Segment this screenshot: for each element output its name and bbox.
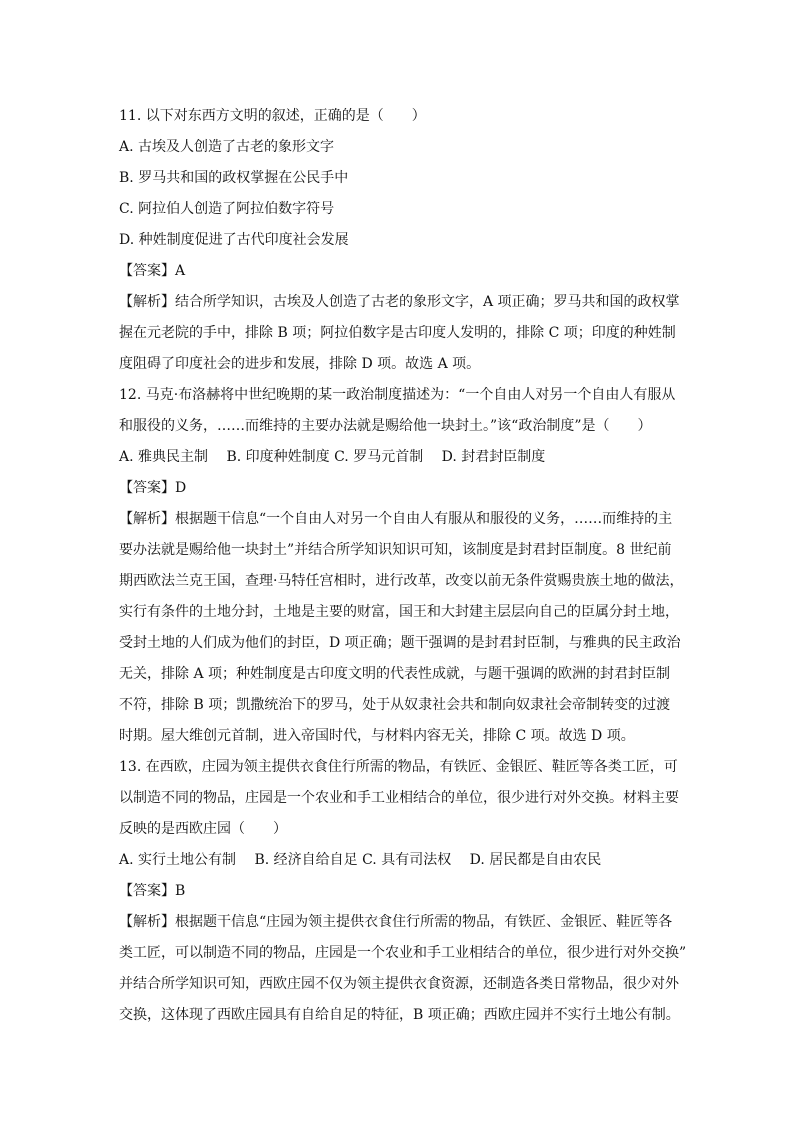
q13-stem-line-3: 反映的是西欧庄园（ ） — [119, 821, 287, 837]
q12-analysis-line-2: 要办法就是赐给他一块封土”并结合所学知识知识可知，该制度是封君封臣制度。8 世纪前 — [119, 542, 672, 558]
q11-stem: 11. 以下对东西方文明的叙述，正确的是（ ） — [119, 108, 426, 124]
q11-analysis-line-3: 度阻碍了印度社会的进步和发展，排除 D 项。故选 A 项。 — [119, 356, 481, 372]
q12-stem-line-1: 12. 马克·布洛赫将中世纪晚期的某一政治制度描述为：“一个自由人对另一个自由人有服从 — [119, 387, 676, 403]
q13-stem-line-2: 以制造不同的物品，庄园是一个农业和手工业相结合的单位，很少进行对外交换。材料主要 — [119, 790, 679, 806]
q13-analysis-line-4: 交换，这体现了西欧庄园具有自给自足的特征，B 项正确；西欧庄园并不实行土地公有制。 — [119, 1007, 680, 1023]
q12-analysis-line-7: 不符，排除 B 项；凯撒统治下的罗马，处于从奴隶社会共和制向奴隶社会帝制转变的过渡 — [119, 697, 671, 713]
q13-analysis-line-2: 类工匠，可以制造不同的物品，庄园是一个农业和手工业相结合的单位，很少进行对外交换” — [119, 945, 687, 961]
q13-analysis-line-1: 【解析】根据题干信息“庄园为领主提供衣食住行所需的物品，有铁匠、金银匠、鞋匠等各 — [119, 914, 673, 930]
q12-stem-line-2: 和服役的义务，……而维持的主要办法就是赐给他一块封土。”该“政治制度”是（ ） — [119, 418, 652, 434]
q11-option-d: D. 种姓制度促进了古代印度社会发展 — [119, 232, 349, 248]
q13-options: A. 实行土地公有制 B. 经济自给自足 C. 具有司法权 D. 居民都是自由农民 — [119, 852, 602, 868]
q13-answer: 【答案】B — [119, 883, 186, 899]
q11-option-b: B. 罗马共和国的政权掌握在公民手中 — [119, 170, 349, 186]
q12-answer: 【答案】D — [119, 480, 187, 496]
document-page — [119, 101, 687, 1031]
q13-stem-line-1: 13. 在西欧，庄园为领主提供衣食住行所需的物品，有铁匠、金银匠、鞋匠等各类工匠，可 — [119, 759, 678, 775]
q12-analysis-line-8: 时期。屋大维创元首制，进入帝国时代，与材料内容无关，排除 C 项。故选 D 项。 — [119, 728, 635, 744]
q11-option-c: C. 阿拉伯人创造了阿拉伯数字符号 — [119, 201, 335, 217]
q11-analysis-line-1: 【解析】结合所学知识，古埃及人创造了古老的象形文字，A 项正确；罗马共和国的政权掌 — [119, 294, 680, 310]
q11-answer: 【答案】A — [119, 263, 186, 279]
q13-analysis-line-3: 并结合所学知识可知，西欧庄园不仅为领主提供衣食资源，还制造各类日常物品，很少对外 — [119, 976, 679, 992]
q12-options: A. 雅典民主制 B. 印度种姓制度 C. 罗马元首制 D. 封君封臣制度 — [119, 449, 546, 465]
q11-option-a: A. 古埃及人创造了古老的象形文字 — [119, 139, 335, 155]
q11-analysis-line-2: 握在元老院的手中，排除 B 项；阿拉伯数字是古印度人发明的，排除 C 项；印度的种姓制 — [119, 325, 676, 341]
q12-analysis-line-3: 期西欧法兰克王国，查理·马特任宫相时，进行改革，改变以前无条件赏赐贵族土地的做法， — [119, 573, 684, 589]
q12-analysis-line-6: 无关，排除 A 项；种姓制度是古印度文明的代表性成就，与题干强调的欧洲的封君封臣制 — [119, 666, 671, 682]
q12-analysis-line-5: 受封土地的人们成为他们的封臣，D 项正确；题干强调的是封君封臣制，与雅典的民主政治 — [119, 635, 681, 651]
q12-analysis-line-4: 实行有条件的土地分封，土地是主要的财富，国王和大封建主层层向自己的臣属分封土地， — [119, 604, 679, 620]
q12-analysis-line-1: 【解析】根据题干信息“一个自由人对另一个自由人有服从和服役的义务，……而维持的主 — [119, 511, 673, 527]
